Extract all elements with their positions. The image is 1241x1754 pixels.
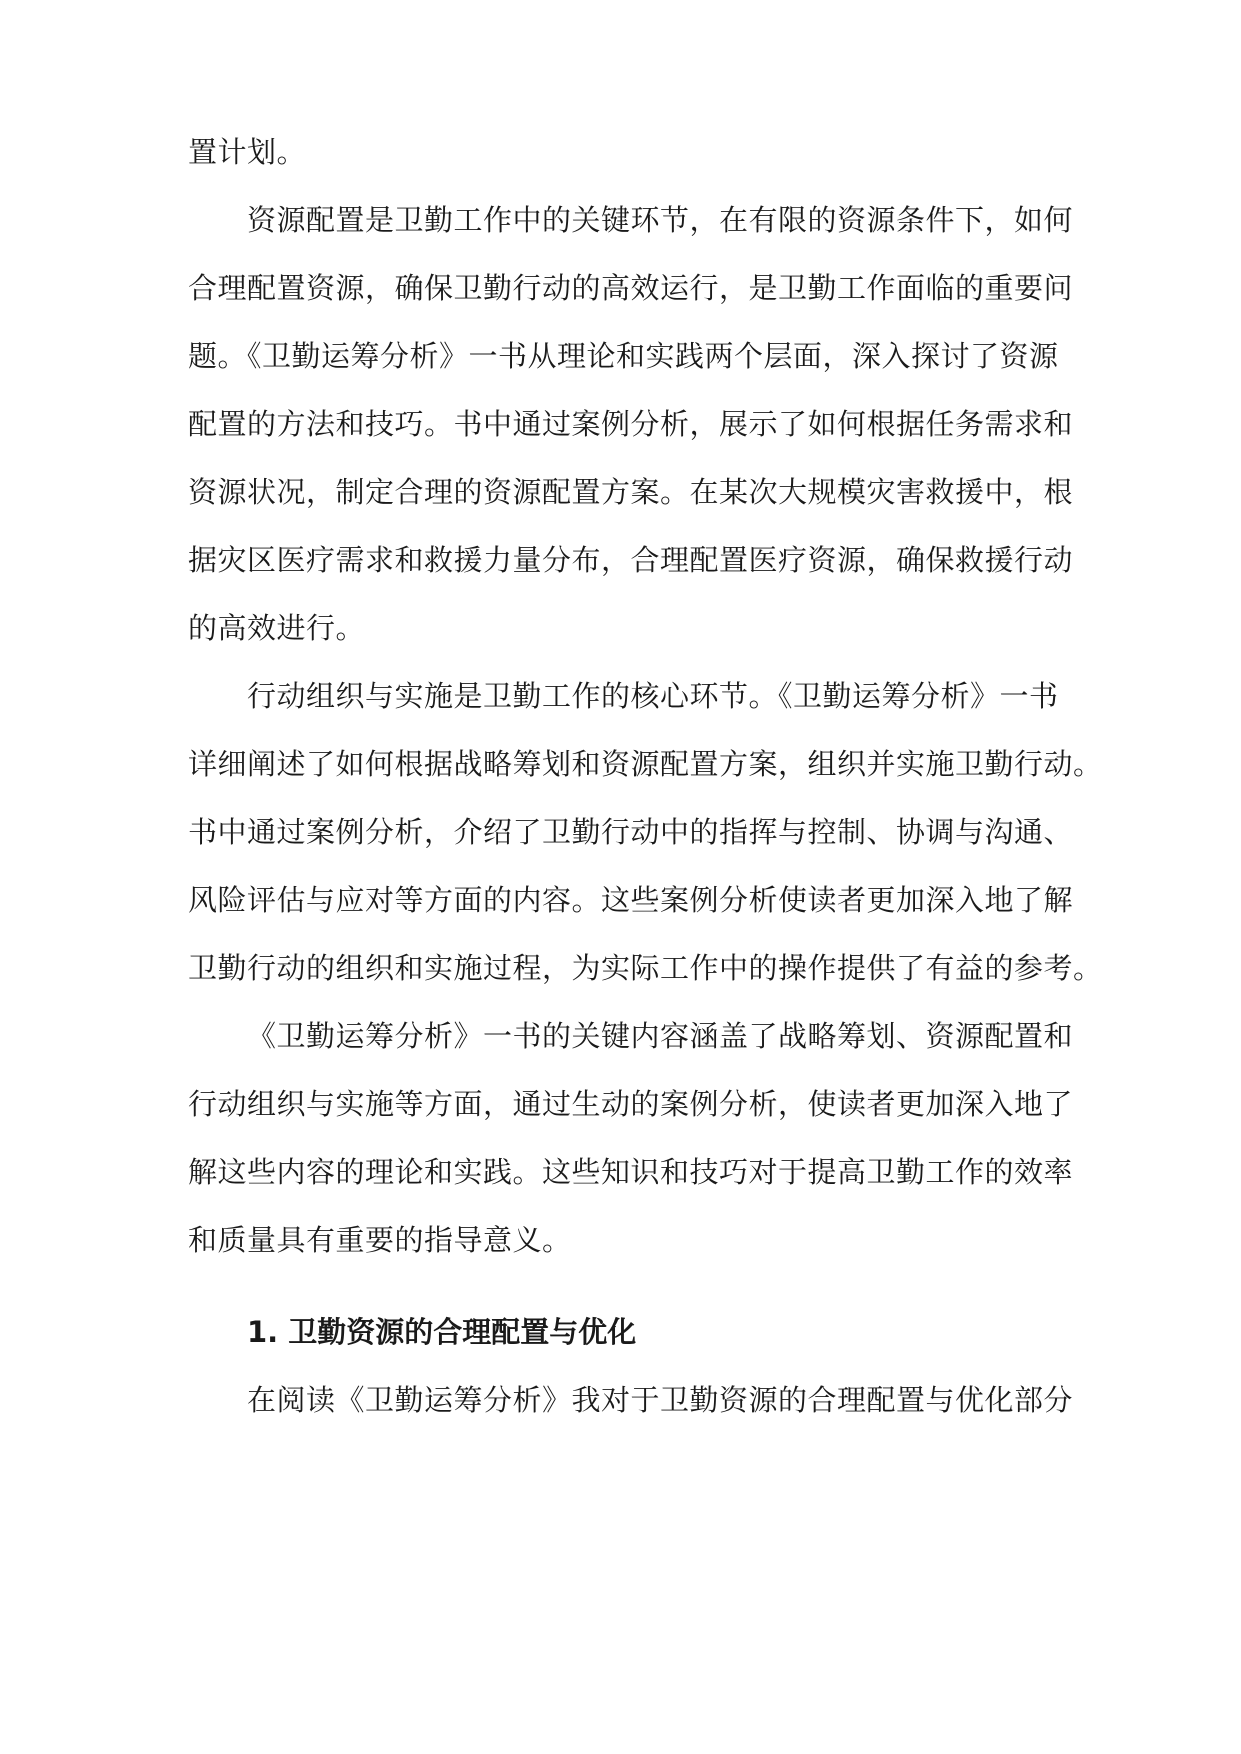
text-line: 资源状况，制定合理的资源配置方案。在某次大规模灾害救援中，根 bbox=[188, 475, 1074, 509]
text-line: 详细阐述了如何根据战略筹划和资源配置方案，组织并实施卫勤行动。 bbox=[188, 747, 1103, 781]
text-line: 题。《卫勤运筹分析》一书从理论和实践两个层面，深入探讨了资源 bbox=[188, 339, 1059, 373]
text-line: 书中通过案例分析，介绍了卫勤行动中的指挥与控制、协调与沟通、 bbox=[188, 815, 1074, 849]
text-line: 配置的方法和技巧。书中通过案例分析，展示了如何根据任务需求和 bbox=[188, 407, 1074, 441]
paragraph-first-line: 资源配置是卫勤工作中的关键环节，在有限的资源条件下，如何 bbox=[247, 203, 1074, 237]
text-line: 置计划。 bbox=[188, 135, 307, 169]
text-line: 合理配置资源，确保卫勤行动的高效运行，是卫勤工作面临的重要问 bbox=[188, 271, 1074, 305]
text-line: 解这些内容的理论和实践。这些知识和技巧对于提高卫勤工作的效率 bbox=[188, 1155, 1074, 1189]
section-heading: 1. 卫勤资源的合理配置与优化 bbox=[247, 1315, 637, 1349]
text-line: 行动组织与实施等方面，通过生动的案例分析，使读者更加深入地了 bbox=[188, 1087, 1074, 1121]
text-line: 的高效进行。 bbox=[188, 611, 366, 645]
text-line: 和质量具有重要的指导意义。 bbox=[188, 1223, 572, 1257]
text-line: 据灾区医疗需求和救援力量分布，合理配置医疗资源，确保救援行动 bbox=[188, 543, 1074, 577]
text-line: 风险评估与应对等方面的内容。这些案例分析使读者更加深入地了解 bbox=[188, 883, 1074, 917]
text-line: 卫勤行动的组织和实施过程，为实际工作中的操作提供了有益的参考。 bbox=[188, 951, 1103, 985]
paragraph-first-line: 《卫勤运筹分析》一书的关键内容涵盖了战略筹划、资源配置和 bbox=[247, 1019, 1074, 1053]
paragraph-first-line: 行动组织与实施是卫勤工作的核心环节。《卫勤运筹分析》一书 bbox=[247, 679, 1059, 713]
paragraph-first-line: 在阅读《卫勤运筹分析》我对于卫勤资源的合理配置与优化部分 bbox=[247, 1383, 1074, 1417]
